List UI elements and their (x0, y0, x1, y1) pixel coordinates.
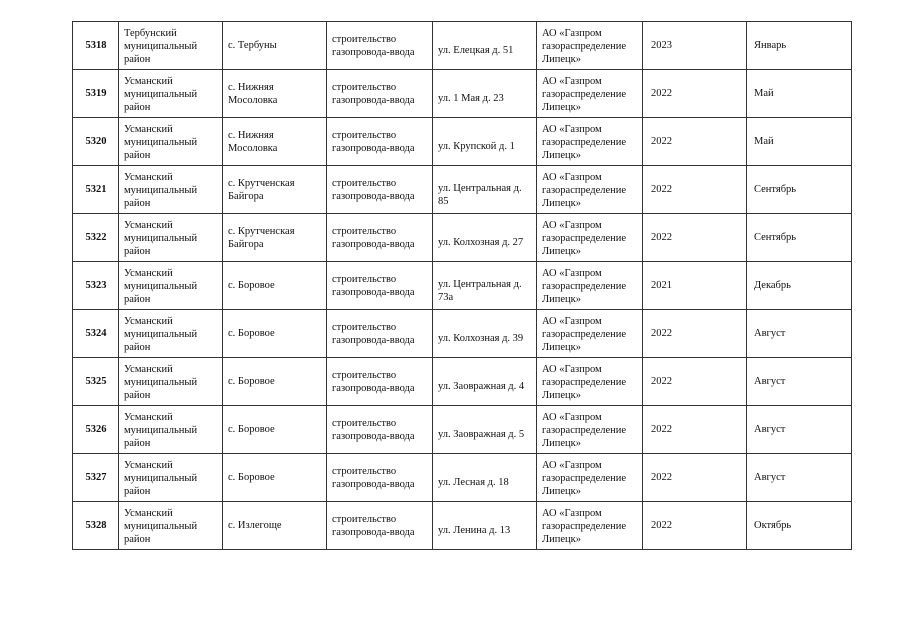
month-cell (747, 406, 852, 454)
row-number: 5328 (85, 520, 107, 531)
organization: АО «Газпром газораспределение Липецк» (542, 507, 627, 545)
district-name: Усманский муниципальный район (124, 363, 198, 401)
month: Август (754, 424, 786, 435)
address: ул. Крупской д. 1 (438, 141, 515, 152)
year-cell (643, 262, 747, 310)
settlement-cell (223, 262, 327, 310)
month: Декабрь (754, 280, 791, 291)
district-cell (119, 406, 223, 454)
organization-cell (537, 214, 643, 262)
row-number-cell (73, 70, 119, 118)
district-name: Усманский муниципальный район (124, 459, 198, 497)
organization: АО «Газпром газораспределение Липецк» (542, 459, 627, 497)
table-row (73, 118, 852, 166)
row-number: 5327 (85, 472, 107, 483)
settlement-name: с. Боровое (228, 472, 275, 483)
table-row (73, 166, 852, 214)
month-cell (747, 166, 852, 214)
organization-cell (537, 118, 643, 166)
district-cell (119, 70, 223, 118)
settlement-name: с. Боровое (228, 376, 275, 387)
organization: АО «Газпром газораспределение Липецк» (542, 171, 627, 209)
organization: АО «Газпром газораспределение Липецк» (542, 219, 627, 257)
year-cell (643, 502, 747, 550)
district-cell (119, 454, 223, 502)
address: ул. Колхозная д. 39 (438, 333, 524, 344)
year-cell (643, 358, 747, 406)
month: Май (754, 136, 774, 147)
table-row (73, 502, 852, 550)
district-name: Усманский муниципальный район (124, 411, 198, 449)
work-type-cell (327, 406, 433, 454)
month-cell (747, 214, 852, 262)
work-type-cell (327, 454, 433, 502)
row-number-cell (73, 166, 119, 214)
organization-cell (537, 22, 643, 70)
year: 2022 (651, 232, 672, 243)
address-cell (433, 70, 537, 118)
settlement-name: с. Боровое (228, 280, 275, 291)
district-cell (119, 118, 223, 166)
address: ул. Лесная д. 18 (438, 477, 509, 488)
year-cell (643, 70, 747, 118)
settlement-name: с. Боровое (228, 424, 275, 435)
settlement-cell (223, 358, 327, 406)
address: ул. Заовражная д. 5 (438, 429, 525, 440)
row-number: 5319 (85, 88, 107, 99)
work-type: строительство газопровода-ввода (332, 273, 415, 298)
year-cell (643, 214, 747, 262)
district-name: Усманский муниципальный район (124, 315, 198, 353)
work-type: строительство газопровода-ввода (332, 321, 415, 346)
month: Январь (754, 40, 787, 51)
row-number-cell (73, 262, 119, 310)
row-number: 5325 (85, 376, 107, 387)
year-cell (643, 22, 747, 70)
settlement-cell (223, 406, 327, 454)
address-cell (433, 358, 537, 406)
settlement-cell (223, 22, 327, 70)
work-type: строительство газопровода-ввода (332, 225, 415, 250)
year-cell (643, 166, 747, 214)
month: Август (754, 376, 786, 387)
settlement-name: с. Излегоще (228, 520, 282, 531)
row-number: 5323 (85, 280, 107, 291)
work-type-cell (327, 214, 433, 262)
row-number: 5324 (85, 328, 107, 339)
table-row (73, 70, 852, 118)
district-cell (119, 358, 223, 406)
organization: АО «Газпром газораспределение Липецк» (542, 363, 627, 401)
organization-cell (537, 262, 643, 310)
address: ул. Елецкая д. 51 (438, 45, 514, 56)
organization-cell (537, 310, 643, 358)
work-type-cell (327, 502, 433, 550)
row-number-cell (73, 454, 119, 502)
settlement-name: с. Крутченская Байгора (228, 177, 295, 202)
organization-cell (537, 166, 643, 214)
year: 2021 (651, 280, 672, 291)
month-cell (747, 22, 852, 70)
work-type: строительство газопровода-ввода (332, 177, 415, 202)
address: ул. 1 Мая д. 23 (438, 93, 504, 104)
table-row (73, 358, 852, 406)
work-type: строительство газопровода-ввода (332, 129, 415, 154)
address-cell (433, 214, 537, 262)
district-cell (119, 502, 223, 550)
table-row (73, 262, 852, 310)
month: Август (754, 328, 786, 339)
row-number-cell (73, 358, 119, 406)
address-cell (433, 406, 537, 454)
row-number: 5320 (85, 136, 107, 147)
address: ул. Центральная д. 73а (438, 278, 522, 303)
address-cell (433, 166, 537, 214)
address-cell (433, 22, 537, 70)
address-cell (433, 118, 537, 166)
month-cell (747, 502, 852, 550)
address: ул. Центральная д. 85 (438, 182, 522, 207)
work-type: строительство газопровода-ввода (332, 33, 415, 58)
year: 2022 (651, 472, 672, 483)
settlement-name: с. Нижняя Мосоловка (228, 129, 278, 154)
address: ул. Заовражная д. 4 (438, 381, 525, 392)
year: 2022 (651, 424, 672, 435)
work-type-cell (327, 22, 433, 70)
row-number-cell (73, 118, 119, 166)
work-type-cell (327, 310, 433, 358)
year: 2022 (651, 328, 672, 339)
settlement-cell (223, 118, 327, 166)
year: 2022 (651, 88, 672, 99)
district-cell (119, 166, 223, 214)
organization-cell (537, 358, 643, 406)
organization: АО «Газпром газораспределение Липецк» (542, 411, 627, 449)
work-type: строительство газопровода-ввода (332, 417, 415, 442)
settlement-cell (223, 502, 327, 550)
row-number-cell (73, 214, 119, 262)
month-cell (747, 70, 852, 118)
year: 2023 (651, 40, 672, 51)
row-number: 5326 (85, 424, 107, 435)
district-name: Тербунский муниципальный район (124, 27, 198, 65)
district-cell (119, 22, 223, 70)
table-row (73, 454, 852, 502)
settlement-cell (223, 454, 327, 502)
address-cell (433, 262, 537, 310)
year: 2022 (651, 376, 672, 387)
row-number: 5322 (85, 232, 107, 243)
registry-table (72, 21, 852, 550)
year-cell (643, 406, 747, 454)
settlement-cell (223, 214, 327, 262)
district-cell (119, 262, 223, 310)
month: Октябрь (754, 520, 792, 531)
row-number-cell (73, 22, 119, 70)
settlement-name: с. Крутченская Байгора (228, 225, 295, 250)
district-cell (119, 214, 223, 262)
settlement-name: с. Нижняя Мосоловка (228, 81, 278, 106)
month: Сентябрь (754, 184, 797, 195)
work-type-cell (327, 166, 433, 214)
month-cell (747, 262, 852, 310)
district-cell (119, 310, 223, 358)
organization: АО «Газпром газораспределение Липецк» (542, 75, 627, 113)
year-cell (643, 310, 747, 358)
district-name: Усманский муниципальный район (124, 267, 198, 305)
work-type-cell (327, 70, 433, 118)
work-type: строительство газопровода-ввода (332, 465, 415, 490)
district-name: Усманский муниципальный район (124, 219, 198, 257)
organization-cell (537, 454, 643, 502)
address-cell (433, 310, 537, 358)
settlement-name: с. Боровое (228, 328, 275, 339)
settlement-cell (223, 166, 327, 214)
address-cell (433, 454, 537, 502)
organization: АО «Газпром газораспределение Липецк» (542, 315, 627, 353)
work-type-cell (327, 118, 433, 166)
settlement-cell (223, 310, 327, 358)
work-type: строительство газопровода-ввода (332, 369, 415, 394)
organization: АО «Газпром газораспределение Липецк» (542, 27, 627, 65)
address: ул. Колхозная д. 27 (438, 237, 524, 248)
work-type: строительство газопровода-ввода (332, 513, 415, 538)
month: Август (754, 472, 786, 483)
organization-cell (537, 70, 643, 118)
year: 2022 (651, 136, 672, 147)
table-row (73, 22, 852, 70)
district-name: Усманский муниципальный район (124, 507, 198, 545)
work-type-cell (327, 262, 433, 310)
organization-cell (537, 406, 643, 454)
table-row (73, 214, 852, 262)
address-cell (433, 502, 537, 550)
month: Сентябрь (754, 232, 797, 243)
table-body (73, 22, 852, 550)
row-number: 5318 (85, 40, 107, 51)
year: 2022 (651, 184, 672, 195)
table-row (73, 406, 852, 454)
organization: АО «Газпром газораспределение Липецк» (542, 267, 627, 305)
month-cell (747, 454, 852, 502)
organization: АО «Газпром газораспределение Липецк» (542, 123, 627, 161)
year-cell (643, 118, 747, 166)
month-cell (747, 358, 852, 406)
table-row (73, 310, 852, 358)
row-number-cell (73, 310, 119, 358)
district-name: Усманский муниципальный район (124, 171, 198, 209)
address: ул. Ленина д. 13 (438, 525, 511, 536)
district-name: Усманский муниципальный район (124, 75, 198, 113)
row-number-cell (73, 502, 119, 550)
work-type: строительство газопровода-ввода (332, 81, 415, 106)
settlement-name: с. Тербуны (228, 40, 277, 51)
month-cell (747, 310, 852, 358)
year-cell (643, 454, 747, 502)
row-number-cell (73, 406, 119, 454)
organization-cell (537, 502, 643, 550)
year: 2022 (651, 520, 672, 531)
month: Май (754, 88, 774, 99)
settlement-cell (223, 70, 327, 118)
month-cell (747, 118, 852, 166)
district-name: Усманский муниципальный район (124, 123, 198, 161)
work-type-cell (327, 358, 433, 406)
row-number: 5321 (85, 184, 107, 195)
